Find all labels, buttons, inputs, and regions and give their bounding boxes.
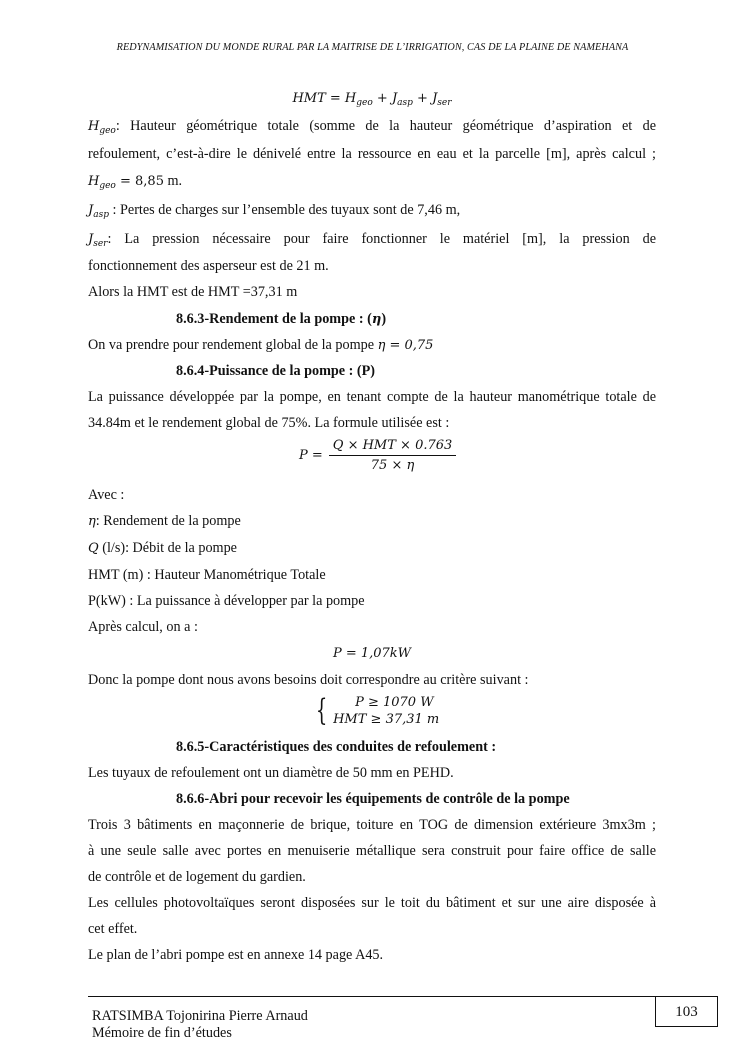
cellules-paragraph-line2: cet effet. <box>88 921 138 937</box>
section-heading-8-6-4: 8.6.4-Puissance de la pompe : (P) <box>176 363 376 379</box>
formula-denominator: 75 × η <box>370 458 415 473</box>
hgeo-value: $H_{geo} = 8,85$ m. <box>88 173 183 191</box>
critere-line: Donc la pompe dont nous avons besoins doit correspondre au critère suivant : <box>88 672 529 688</box>
brace-symbol: { <box>315 693 328 728</box>
footer-divider <box>88 996 656 997</box>
hmt-result: Alors la HMT est de HMT =37,31 m <box>88 284 298 300</box>
jser-definition-line2: fonctionnement des asperseur est de 21 m. <box>88 258 329 274</box>
plan-reference: Le plan de l’abri pompe est en annexe 14 page A45. <box>88 947 384 963</box>
abri-paragraph-line1: Trois 3 bâtiments en maçonnerie de brique, toiture en TOG de dimension extérieure 3mx3m ; <box>88 817 656 833</box>
definition-eta: η: Rendement de la pompe <box>88 513 241 529</box>
formula-lhs: P = <box>299 448 323 463</box>
puissance-paragraph-line2: 34.84m et le rendement global de 75%. La formule utilisée est : <box>88 415 450 431</box>
page-number: 103 <box>655 996 718 1027</box>
definition-q: Q (l/s): Débit de la pompe <box>88 540 237 556</box>
definition-p: P(kW) : La puissance à développer par la pompe <box>88 593 365 609</box>
abri-paragraph-line3: de contrôle et de logement du gardien. <box>88 869 306 885</box>
cellules-paragraph-line1: Les cellules photovoltaïques seront disposées sur le toit du bâtiment et sur une aire disposée à <box>88 895 656 911</box>
jasp-definition: $J_{asp}$ : Pertes de charges sur l’ensemble des tuyaux sont de 7,46 m, <box>88 202 461 220</box>
criterion-power: P ≥ 1070 W <box>355 695 434 710</box>
conduites-text: Les tuyaux de refoulement ont un diamètre de 50 mm en PEHD. <box>88 765 454 781</box>
hgeo-definition-line2: refoulement, c’est-à-dire le dénivelé entre la ressource en eau et la parcelle [m], après calcul ; <box>88 146 656 162</box>
rendement-line: On va prendre pour rendement global de la pompe η = 0,75 <box>88 337 434 353</box>
criterion-hmt: HMT ≥ 37,31 m <box>333 712 440 727</box>
jser-definition-line1: $J_{ser}$: La pression nécessaire pour faire fonctionner le matériel [m], la pression de <box>88 231 656 249</box>
footer-author: RATSIMBA Tojonirina Pierre Arnaud <box>92 1008 308 1024</box>
definition-hmt: HMT (m) : Hauteur Manométrique Totale <box>88 567 326 583</box>
section-heading-8-6-6: 8.6.6-Abri pour recevoir les équipements de contrôle de la pompe <box>176 791 570 807</box>
equation-hmt: HMT = $H_{geo} + J_{asp} + J_{ser}$ <box>292 91 452 108</box>
puissance-paragraph-line1: La puissance développée par la pompe, en tenant compte de la hauteur manométrique totale de <box>88 389 656 405</box>
power-result: P = 1,07kW <box>332 646 412 661</box>
abri-paragraph-line2: à une seule salle avec portes en menuiserie métallique sera construit pour faire office de salle <box>88 843 656 859</box>
section-heading-8-6-5: 8.6.5-Caractéristiques des conduites de refoulement : <box>176 739 497 755</box>
power-formula <box>299 438 456 473</box>
formula-numerator: Q × HMT × 0.763 <box>329 438 457 456</box>
criteria-system <box>312 694 439 728</box>
avec-label: Avec : <box>88 487 125 503</box>
footer-author-block <box>92 1008 308 1042</box>
footer-doc-type: Mémoire de fin d’études <box>92 1025 232 1041</box>
apres-calcul: Après calcul, on a : <box>88 619 198 635</box>
section-heading-8-6-3: 8.6.3-Rendement de la pompe : (η) <box>176 311 387 327</box>
running-header: REDYNAMISATION DU MONDE RURAL PAR LA MAITRISE DE L’IRRIGATION, CAS DE LA PLAINE DE NAMEHANA <box>116 42 629 53</box>
hgeo-definition-line1: $H_{geo}$: Hauteur géométrique totale (somme de la hauteur géométrique d’aspiration et de <box>88 118 656 136</box>
